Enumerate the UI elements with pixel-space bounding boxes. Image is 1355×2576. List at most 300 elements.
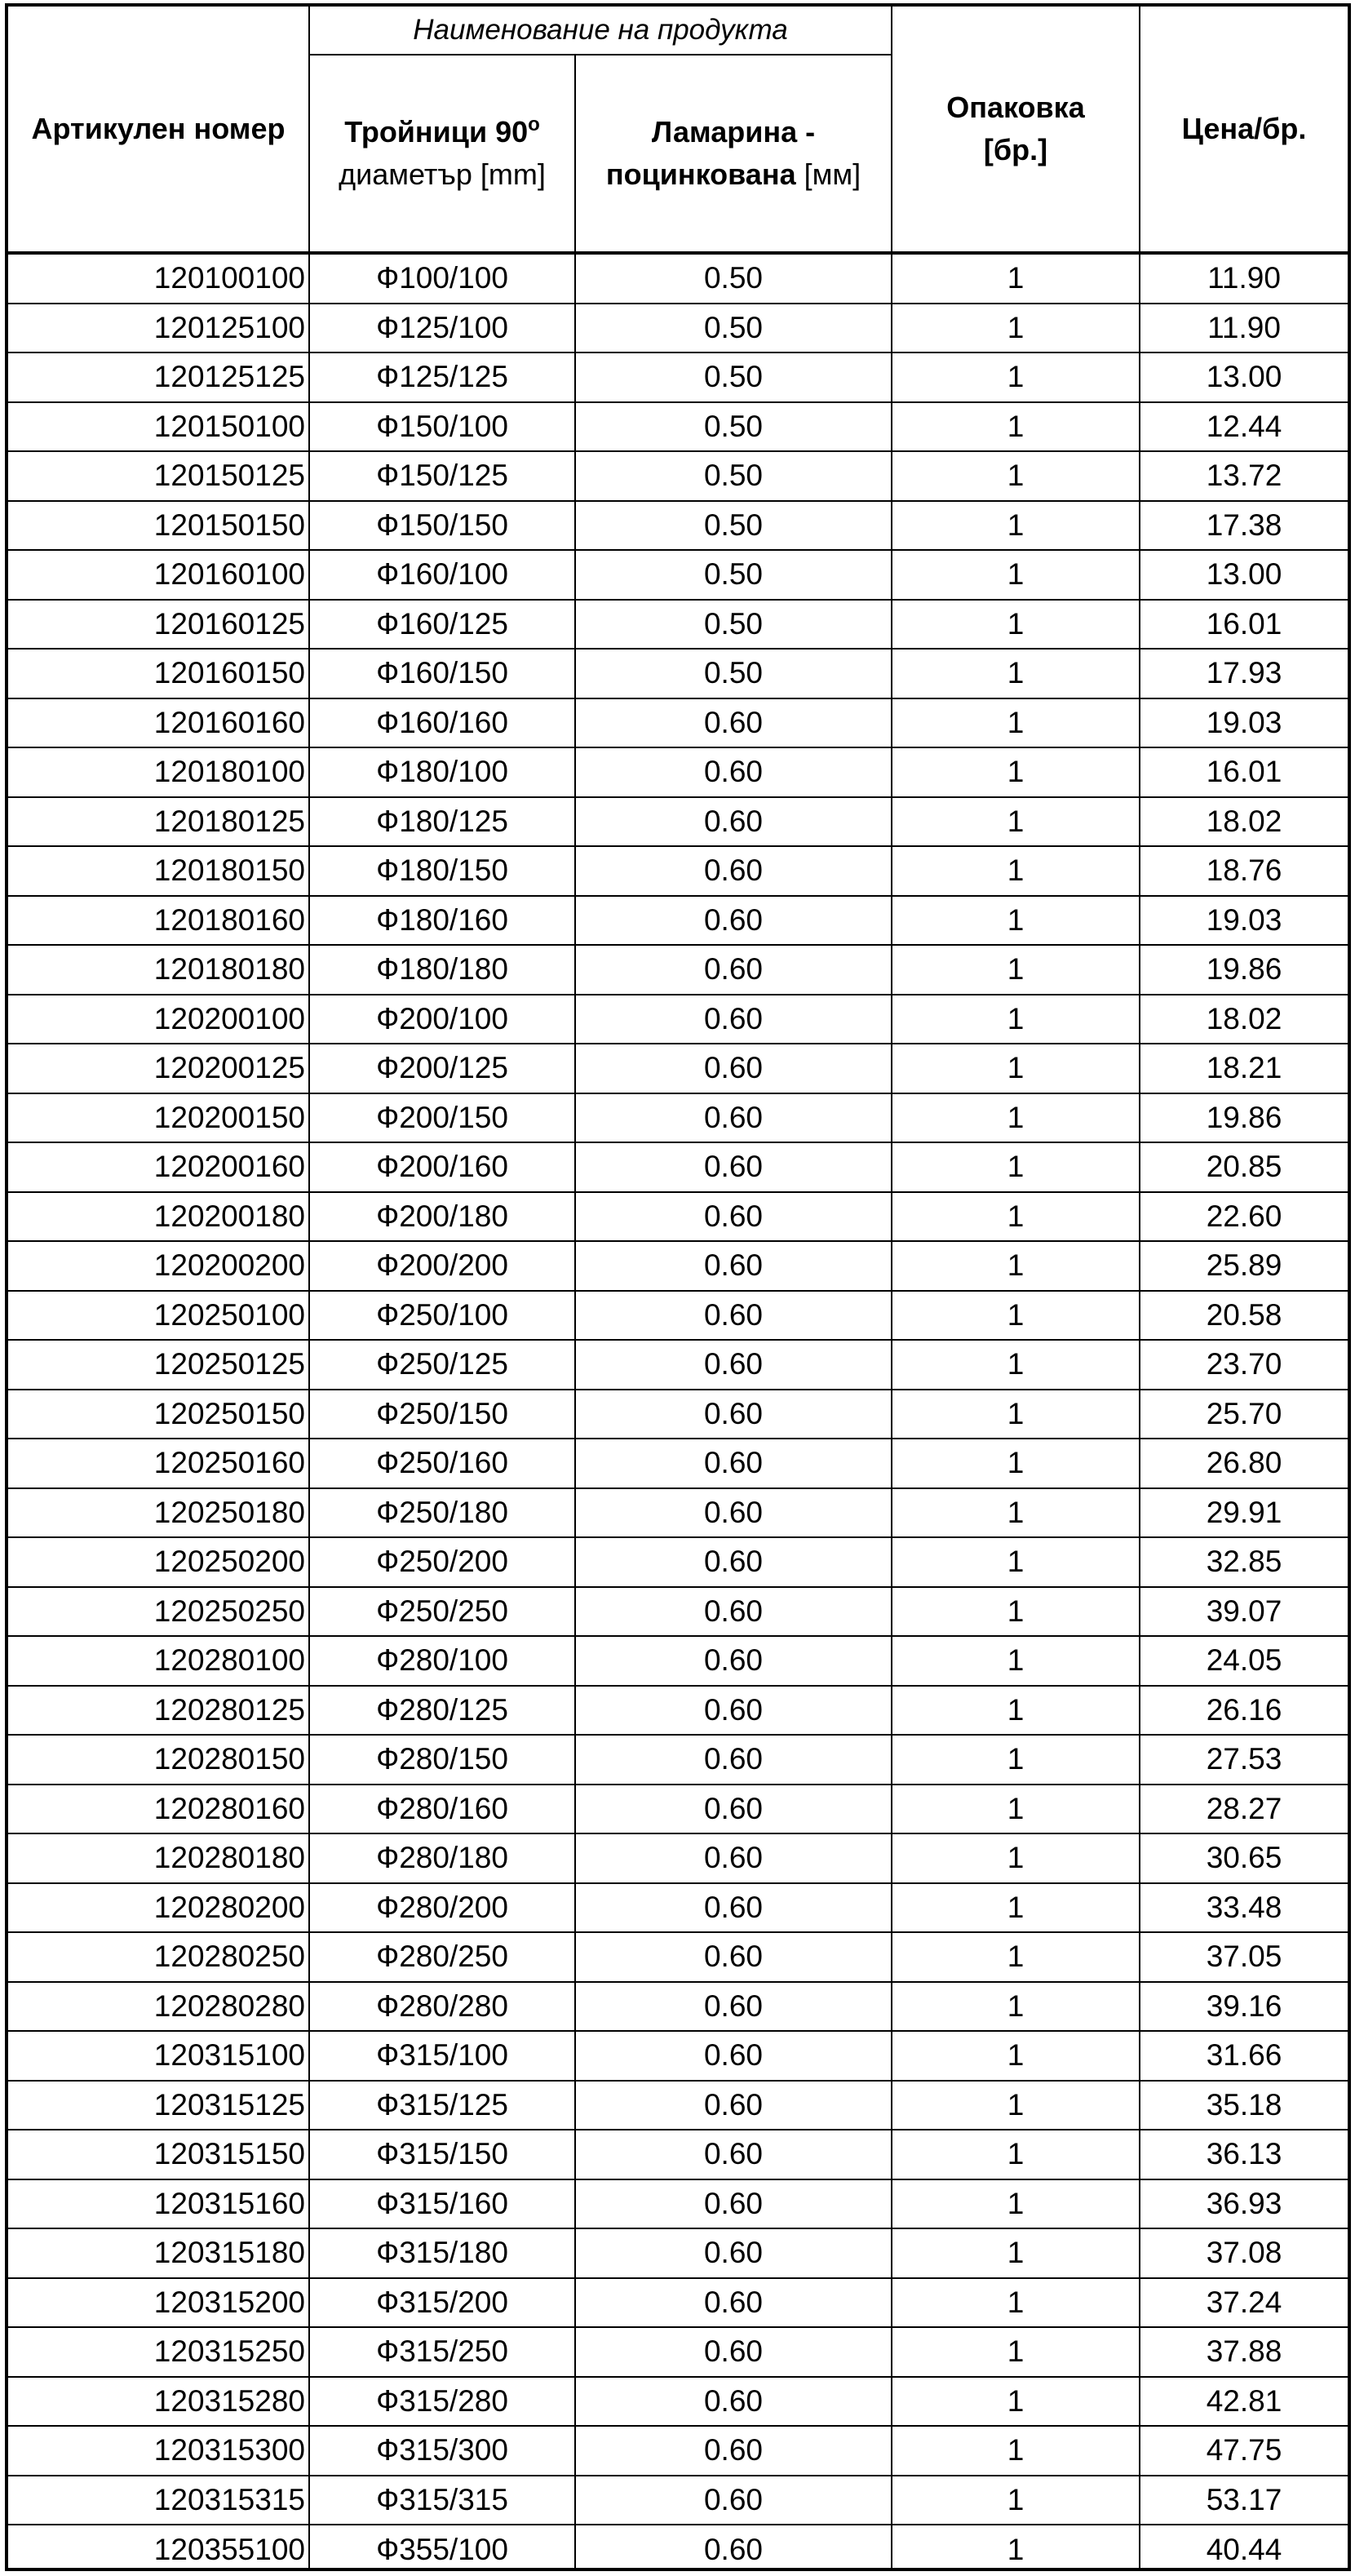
- thickness-cell: 0.60: [703, 1297, 763, 1332]
- price-cell: 26.16: [1206, 1692, 1282, 1727]
- diameter-cell: Ф315/300: [376, 2433, 508, 2467]
- article-number-cell: 120315125: [153, 2087, 305, 2122]
- thickness-cell: 0.60: [703, 1791, 763, 1825]
- table-body: [8, 255, 1348, 2575]
- diameter-cell: Ф200/200: [376, 1248, 508, 1283]
- price-cell: 11.90: [1207, 310, 1281, 344]
- package-cell: 1: [1007, 1100, 1025, 1134]
- price-cell: 32.85: [1206, 1545, 1282, 1579]
- thickness-cell: 0.50: [703, 310, 763, 344]
- price-cell: 37.05: [1206, 1940, 1282, 1974]
- thickness-cell: 0.60: [703, 1692, 763, 1727]
- thickness-cell: 0.60: [703, 902, 763, 937]
- package-cell: 1: [1007, 310, 1025, 344]
- diameter-cell: Ф200/100: [376, 1001, 508, 1035]
- article-number-cell: 120315150: [153, 2137, 305, 2171]
- price-cell: 28.27: [1206, 1791, 1282, 1825]
- table-row: [8, 452, 1348, 502]
- table-row: [8, 946, 1348, 995]
- diameter-cell: Ф125/100: [376, 310, 508, 344]
- diameter-cell: Ф160/125: [376, 606, 508, 641]
- thickness-cell: 0.60: [703, 804, 763, 838]
- header-product-name-label: Наименование на продукта: [413, 13, 788, 46]
- table-row: [8, 353, 1348, 403]
- thickness-cell: 0.60: [703, 1742, 763, 1776]
- article-number-cell: 120280150: [153, 1742, 305, 1776]
- table-row: [8, 2229, 1348, 2279]
- price-cell: 24.05: [1206, 1643, 1282, 1678]
- price-cell: 19.03: [1206, 902, 1282, 937]
- header-price-label: Цена/бр.: [1181, 111, 1307, 145]
- price-cell: 13.72: [1206, 459, 1282, 493]
- diameter-cell: Ф250/100: [376, 1297, 508, 1332]
- thickness-cell: 0.60: [703, 2285, 763, 2319]
- table-row: [8, 1341, 1348, 1390]
- diameter-cell: Ф280/280: [376, 1989, 508, 2023]
- diameter-cell: Ф180/160: [376, 902, 508, 937]
- article-number-cell: 120125125: [153, 360, 305, 394]
- price-table: [5, 3, 1351, 2571]
- table-row: [8, 897, 1348, 947]
- article-number-cell: 120200180: [153, 1199, 305, 1233]
- article-number-cell: 120250100: [153, 1297, 305, 1332]
- diameter-cell: Ф280/160: [376, 1791, 508, 1825]
- diameter-cell: Ф150/125: [376, 459, 508, 493]
- thickness-cell: 0.60: [703, 2433, 763, 2467]
- table-row: [8, 2476, 1348, 2526]
- price-cell: 19.03: [1206, 705, 1282, 739]
- table-row: [8, 1489, 1348, 1539]
- table-row: [8, 1637, 1348, 1687]
- diameter-cell: Ф200/180: [376, 1199, 508, 1233]
- thickness-cell: 0.60: [703, 2482, 763, 2516]
- diameter-cell: Ф315/315: [376, 2482, 508, 2516]
- article-number-cell: 120315250: [153, 2334, 305, 2369]
- header-package-title: Опаковка: [946, 90, 1085, 124]
- thickness-cell: 0.60: [703, 2087, 763, 2122]
- package-cell: 1: [1007, 606, 1025, 641]
- article-number-cell: 120280100: [153, 1643, 305, 1678]
- price-cell: 39.07: [1206, 1594, 1282, 1628]
- diameter-cell: Ф180/150: [376, 853, 508, 888]
- diameter-cell: Ф250/125: [376, 1347, 508, 1381]
- price-cell: 17.38: [1206, 508, 1282, 542]
- package-cell: 1: [1007, 705, 1025, 739]
- header-price: [1140, 7, 1348, 251]
- table-row: [8, 2082, 1348, 2131]
- table-row: [8, 1884, 1348, 1934]
- article-number-cell: 120280280: [153, 1989, 305, 2023]
- table-row: [8, 502, 1348, 552]
- price-cell: 22.60: [1206, 1199, 1282, 1233]
- price-cell: 30.65: [1206, 1841, 1282, 1875]
- diameter-cell: Ф150/100: [376, 409, 508, 443]
- package-cell: 1: [1007, 1248, 1025, 1283]
- article-number-cell: 120250150: [153, 1396, 305, 1430]
- diameter-cell: Ф280/180: [376, 1841, 508, 1875]
- article-number-cell: 120200125: [153, 1051, 305, 1085]
- table-row: [8, 1983, 1348, 2033]
- price-cell: 37.88: [1206, 2334, 1282, 2369]
- price-cell: 18.76: [1206, 853, 1282, 888]
- diameter-cell: Ф250/200: [376, 1545, 508, 1579]
- table-row: [8, 2427, 1348, 2476]
- package-cell: 1: [1007, 2383, 1025, 2418]
- price-cell: 31.66: [1206, 2038, 1282, 2073]
- table-row: [8, 1143, 1348, 1193]
- table-row: [8, 2130, 1348, 2180]
- table-row: [8, 601, 1348, 650]
- table-row: [8, 1687, 1348, 1736]
- package-cell: 1: [1007, 1297, 1025, 1332]
- table-row: [8, 798, 1348, 848]
- diameter-cell: Ф280/150: [376, 1742, 508, 1776]
- price-cell: 16.01: [1206, 606, 1282, 641]
- table-row: [8, 1439, 1348, 1489]
- package-cell: 1: [1007, 1347, 1025, 1381]
- header-diameter: диаметър [mm]: [339, 157, 546, 191]
- package-cell: 1: [1007, 2137, 1025, 2171]
- package-cell: 1: [1007, 1594, 1025, 1628]
- table-row: [8, 1785, 1348, 1835]
- package-cell: 1: [1007, 1989, 1025, 2023]
- table-row: [8, 255, 1348, 304]
- package-cell: 1: [1007, 2186, 1025, 2220]
- price-cell: 13.00: [1206, 360, 1282, 394]
- price-cell: 17.93: [1206, 656, 1282, 690]
- header-article-number: [8, 7, 308, 251]
- thickness-cell: 0.50: [703, 459, 763, 493]
- diameter-cell: Ф315/125: [376, 2087, 508, 2122]
- price-cell: 36.13: [1206, 2137, 1282, 2171]
- article-number-cell: 120315100: [153, 2038, 305, 2073]
- thickness-cell: 0.60: [703, 2236, 763, 2270]
- diameter-cell: Ф100/100: [376, 261, 508, 295]
- thickness-cell: 0.60: [703, 1446, 763, 1480]
- table-row: [8, 1390, 1348, 1440]
- package-cell: 1: [1007, 459, 1025, 493]
- article-number-cell: 120355100: [153, 2533, 305, 2567]
- package-cell: 1: [1007, 1890, 1025, 1924]
- package-cell: 1: [1007, 1396, 1025, 1430]
- price-cell: 37.24: [1206, 2285, 1282, 2319]
- price-cell: 20.58: [1206, 1297, 1282, 1332]
- package-cell: 1: [1007, 2482, 1025, 2516]
- article-number-cell: 120280180: [153, 1841, 305, 1875]
- package-cell: 1: [1007, 1940, 1025, 1974]
- price-cell: 16.01: [1206, 755, 1282, 789]
- price-cell: 29.91: [1206, 1495, 1282, 1529]
- table-row: [8, 403, 1348, 453]
- price-cell: 36.93: [1206, 2186, 1282, 2220]
- diameter-cell: Ф355/100: [376, 2533, 508, 2567]
- article-number-cell: 120100100: [153, 261, 305, 295]
- article-number-cell: 120125100: [153, 310, 305, 344]
- article-number-cell: 120250125: [153, 1347, 305, 1381]
- thickness-cell: 0.60: [703, 1989, 763, 2023]
- package-cell: 1: [1007, 1742, 1025, 1776]
- table-row: [8, 1933, 1348, 1983]
- article-number-cell: 120200200: [153, 1248, 305, 1283]
- diameter-cell: Ф280/125: [376, 1692, 508, 1727]
- package-cell: 1: [1007, 1051, 1025, 1085]
- thickness-cell: 0.50: [703, 261, 763, 295]
- diameter-cell: Ф250/160: [376, 1446, 508, 1480]
- price-cell: 37.08: [1206, 2236, 1282, 2270]
- article-number-cell: 120150125: [153, 459, 305, 493]
- diameter-cell: Ф315/250: [376, 2334, 508, 2369]
- diameter-cell: Ф200/150: [376, 1100, 508, 1134]
- thickness-cell: 0.60: [703, 705, 763, 739]
- article-number-cell: 120315280: [153, 2383, 305, 2418]
- diameter-cell: Ф280/250: [376, 1940, 508, 1974]
- table-row: [8, 1588, 1348, 1638]
- table-row: [8, 995, 1348, 1045]
- diameter-cell: Ф200/125: [376, 1051, 508, 1085]
- package-cell: 1: [1007, 1692, 1025, 1727]
- package-cell: 1: [1007, 409, 1025, 443]
- package-cell: 1: [1007, 2285, 1025, 2319]
- table-row: [8, 2180, 1348, 2230]
- article-number-cell: 120250180: [153, 1495, 305, 1529]
- package-cell: 1: [1007, 1545, 1025, 1579]
- price-cell: 25.70: [1206, 1396, 1282, 1430]
- table-row: [8, 1044, 1348, 1094]
- header-tees: [310, 55, 574, 251]
- package-cell: 1: [1007, 755, 1025, 789]
- price-cell: 19.86: [1206, 952, 1282, 987]
- thickness-cell: 0.60: [703, 1100, 763, 1134]
- diameter-cell: Ф315/280: [376, 2383, 508, 2418]
- price-cell: 12.44: [1206, 409, 1282, 443]
- article-number-cell: 120150100: [153, 409, 305, 443]
- thickness-cell: 0.60: [703, 952, 763, 987]
- price-cell: 26.80: [1206, 1446, 1282, 1480]
- diameter-cell: Ф250/180: [376, 1495, 508, 1529]
- thickness-cell: 0.50: [703, 409, 763, 443]
- article-number-cell: 120200150: [153, 1100, 305, 1134]
- package-cell: 1: [1007, 2087, 1025, 2122]
- table-row: [8, 2378, 1348, 2427]
- article-number-cell: 120280250: [153, 1940, 305, 1974]
- article-number-cell: 120280125: [153, 1692, 305, 1727]
- package-cell: 1: [1007, 2433, 1025, 2467]
- table-row: [8, 1538, 1348, 1588]
- article-number-cell: 120315315: [153, 2482, 305, 2516]
- diameter-cell: Ф180/125: [376, 804, 508, 838]
- article-number-cell: 120180125: [153, 804, 305, 838]
- price-cell: 39.16: [1206, 1989, 1282, 2023]
- diameter-cell: Ф180/180: [376, 952, 508, 987]
- article-number-cell: 120315300: [153, 2433, 305, 2467]
- package-cell: 1: [1007, 804, 1025, 838]
- thickness-cell: 0.60: [703, 1890, 763, 1924]
- article-number-cell: 120315160: [153, 2186, 305, 2220]
- diameter-cell: Ф160/100: [376, 557, 508, 592]
- package-cell: 1: [1007, 2038, 1025, 2073]
- header-product-name-group: [310, 7, 891, 54]
- header-sheet-title: Ламарина -: [651, 114, 816, 149]
- thickness-cell: 0.60: [703, 1594, 763, 1628]
- thickness-cell: 0.60: [703, 1248, 763, 1283]
- package-cell: 1: [1007, 2533, 1025, 2567]
- thickness-cell: 0.60: [703, 1051, 763, 1085]
- table-row: [8, 1834, 1348, 1884]
- table-row: [8, 699, 1348, 749]
- diameter-cell: Ф160/160: [376, 705, 508, 739]
- thickness-cell: 0.60: [703, 1643, 763, 1678]
- article-number-cell: 120180150: [153, 853, 305, 888]
- diameter-cell: Ф315/200: [376, 2285, 508, 2319]
- header-package: [892, 7, 1139, 251]
- thickness-cell: 0.60: [703, 1150, 763, 1184]
- package-cell: 1: [1007, 1791, 1025, 1825]
- table-row: [8, 2328, 1348, 2378]
- thickness-cell: 0.60: [703, 1545, 763, 1579]
- price-cell: 42.81: [1206, 2383, 1282, 2418]
- article-number-cell: 120315180: [153, 2236, 305, 2270]
- header-tees-title: Тройници $90^о$: [344, 113, 540, 149]
- thickness-cell: 0.60: [703, 1001, 763, 1035]
- package-cell: 1: [1007, 1643, 1025, 1678]
- table-row: [8, 2032, 1348, 2082]
- table-row: [8, 748, 1348, 798]
- package-cell: 1: [1007, 1001, 1025, 1035]
- article-number-cell: 120280200: [153, 1890, 305, 1924]
- thickness-cell: 0.50: [703, 656, 763, 690]
- article-number-cell: 120200100: [153, 1001, 305, 1035]
- price-cell: 18.02: [1206, 1001, 1282, 1035]
- price-cell: 27.53: [1206, 1742, 1282, 1776]
- diameter-cell: Ф280/100: [376, 1643, 508, 1678]
- header-sheet-sub: поцинкована [мм]: [605, 157, 861, 191]
- price-cell: 47.75: [1206, 2433, 1282, 2467]
- thickness-cell: 0.50: [703, 557, 763, 592]
- thickness-cell: 0.60: [703, 2334, 763, 2369]
- diameter-cell: Ф250/150: [376, 1396, 508, 1430]
- diameter-cell: Ф180/100: [376, 755, 508, 789]
- price-cell: 18.02: [1206, 804, 1282, 838]
- thickness-cell: 0.60: [703, 2186, 763, 2220]
- diameter-cell: Ф315/180: [376, 2236, 508, 2270]
- package-cell: 1: [1007, 1199, 1025, 1233]
- table-row: [8, 1193, 1348, 1243]
- thickness-cell: 0.60: [703, 1199, 763, 1233]
- diameter-cell: Ф150/150: [376, 508, 508, 542]
- package-cell: 1: [1007, 902, 1025, 937]
- package-cell: 1: [1007, 853, 1025, 888]
- table-row: [8, 2525, 1348, 2575]
- thickness-cell: 0.60: [703, 1841, 763, 1875]
- thickness-cell: 0.60: [703, 853, 763, 888]
- package-cell: 1: [1007, 360, 1025, 394]
- diameter-cell: Ф315/160: [376, 2186, 508, 2220]
- article-number-cell: 120180160: [153, 902, 305, 937]
- thickness-cell: 0.60: [703, 1940, 763, 1974]
- article-number-cell: 120150150: [153, 508, 305, 542]
- table-row: [8, 1242, 1348, 1292]
- article-number-cell: 120250250: [153, 1594, 305, 1628]
- diameter-cell: Ф250/250: [376, 1594, 508, 1628]
- table-row: [8, 1736, 1348, 1785]
- thickness-cell: 0.60: [703, 1396, 763, 1430]
- header-sheet-metal: [576, 55, 891, 251]
- header-article-number-label: Артикулен номер: [31, 111, 286, 145]
- price-cell: 53.17: [1206, 2482, 1282, 2516]
- table-row: [8, 1094, 1348, 1144]
- price-cell: 35.18: [1206, 2087, 1282, 2122]
- diameter-cell: Ф280/200: [376, 1890, 508, 1924]
- thickness-cell: 0.60: [703, 1347, 763, 1381]
- article-number-cell: 120200160: [153, 1150, 305, 1184]
- thickness-cell: 0.60: [703, 2533, 763, 2567]
- article-number-cell: 120180100: [153, 755, 305, 789]
- table-row: [8, 650, 1348, 699]
- table-row: [8, 551, 1348, 601]
- article-number-cell: 120315200: [153, 2285, 305, 2319]
- article-number-cell: 120250200: [153, 1545, 305, 1579]
- table-row: [8, 1292, 1348, 1341]
- thickness-cell: 0.60: [703, 2383, 763, 2418]
- price-cell: 11.90: [1207, 261, 1281, 295]
- package-cell: 1: [1007, 1446, 1025, 1480]
- article-number-cell: 120160100: [153, 557, 305, 592]
- thickness-cell: 0.60: [703, 2038, 763, 2073]
- price-cell: 13.00: [1206, 557, 1282, 592]
- price-cell: 33.48: [1206, 1890, 1282, 1924]
- header-package-unit: [бр.]: [983, 133, 1048, 166]
- thickness-cell: 0.60: [703, 1495, 763, 1529]
- table-row: [8, 847, 1348, 897]
- article-number-cell: 120280160: [153, 1791, 305, 1825]
- thickness-cell: 0.60: [703, 755, 763, 789]
- price-cell: 18.21: [1206, 1051, 1282, 1085]
- article-number-cell: 120160125: [153, 606, 305, 641]
- table-header: [8, 7, 1348, 255]
- thickness-cell: 0.50: [703, 360, 763, 394]
- package-cell: 1: [1007, 557, 1025, 592]
- article-number-cell: 120160150: [153, 656, 305, 690]
- thickness-cell: 0.50: [703, 606, 763, 641]
- package-cell: 1: [1007, 1150, 1025, 1184]
- package-cell: 1: [1007, 1495, 1025, 1529]
- price-cell: 23.70: [1206, 1347, 1282, 1381]
- article-number-cell: 120250160: [153, 1446, 305, 1480]
- package-cell: 1: [1007, 261, 1025, 295]
- diameter-cell: Ф315/100: [376, 2038, 508, 2073]
- package-cell: 1: [1007, 656, 1025, 690]
- table-row: [8, 2279, 1348, 2329]
- diameter-cell: Ф160/150: [376, 656, 508, 690]
- package-cell: 1: [1007, 1841, 1025, 1875]
- diameter-cell: Ф125/125: [376, 360, 508, 394]
- price-cell: 25.89: [1206, 1248, 1282, 1283]
- package-cell: 1: [1007, 952, 1025, 987]
- thickness-cell: 0.60: [703, 2137, 763, 2171]
- table-row: [8, 304, 1348, 354]
- price-cell: 19.86: [1206, 1100, 1282, 1134]
- thickness-cell: 0.50: [703, 508, 763, 542]
- article-number-cell: 120180180: [153, 952, 305, 987]
- package-cell: 1: [1007, 2334, 1025, 2369]
- price-cell: 40.44: [1206, 2533, 1282, 2567]
- diameter-cell: Ф315/150: [376, 2137, 508, 2171]
- package-cell: 1: [1007, 2236, 1025, 2270]
- price-cell: 20.85: [1206, 1150, 1282, 1184]
- article-number-cell: 120160160: [153, 705, 305, 739]
- package-cell: 1: [1007, 508, 1025, 542]
- diameter-cell: Ф200/160: [376, 1150, 508, 1184]
